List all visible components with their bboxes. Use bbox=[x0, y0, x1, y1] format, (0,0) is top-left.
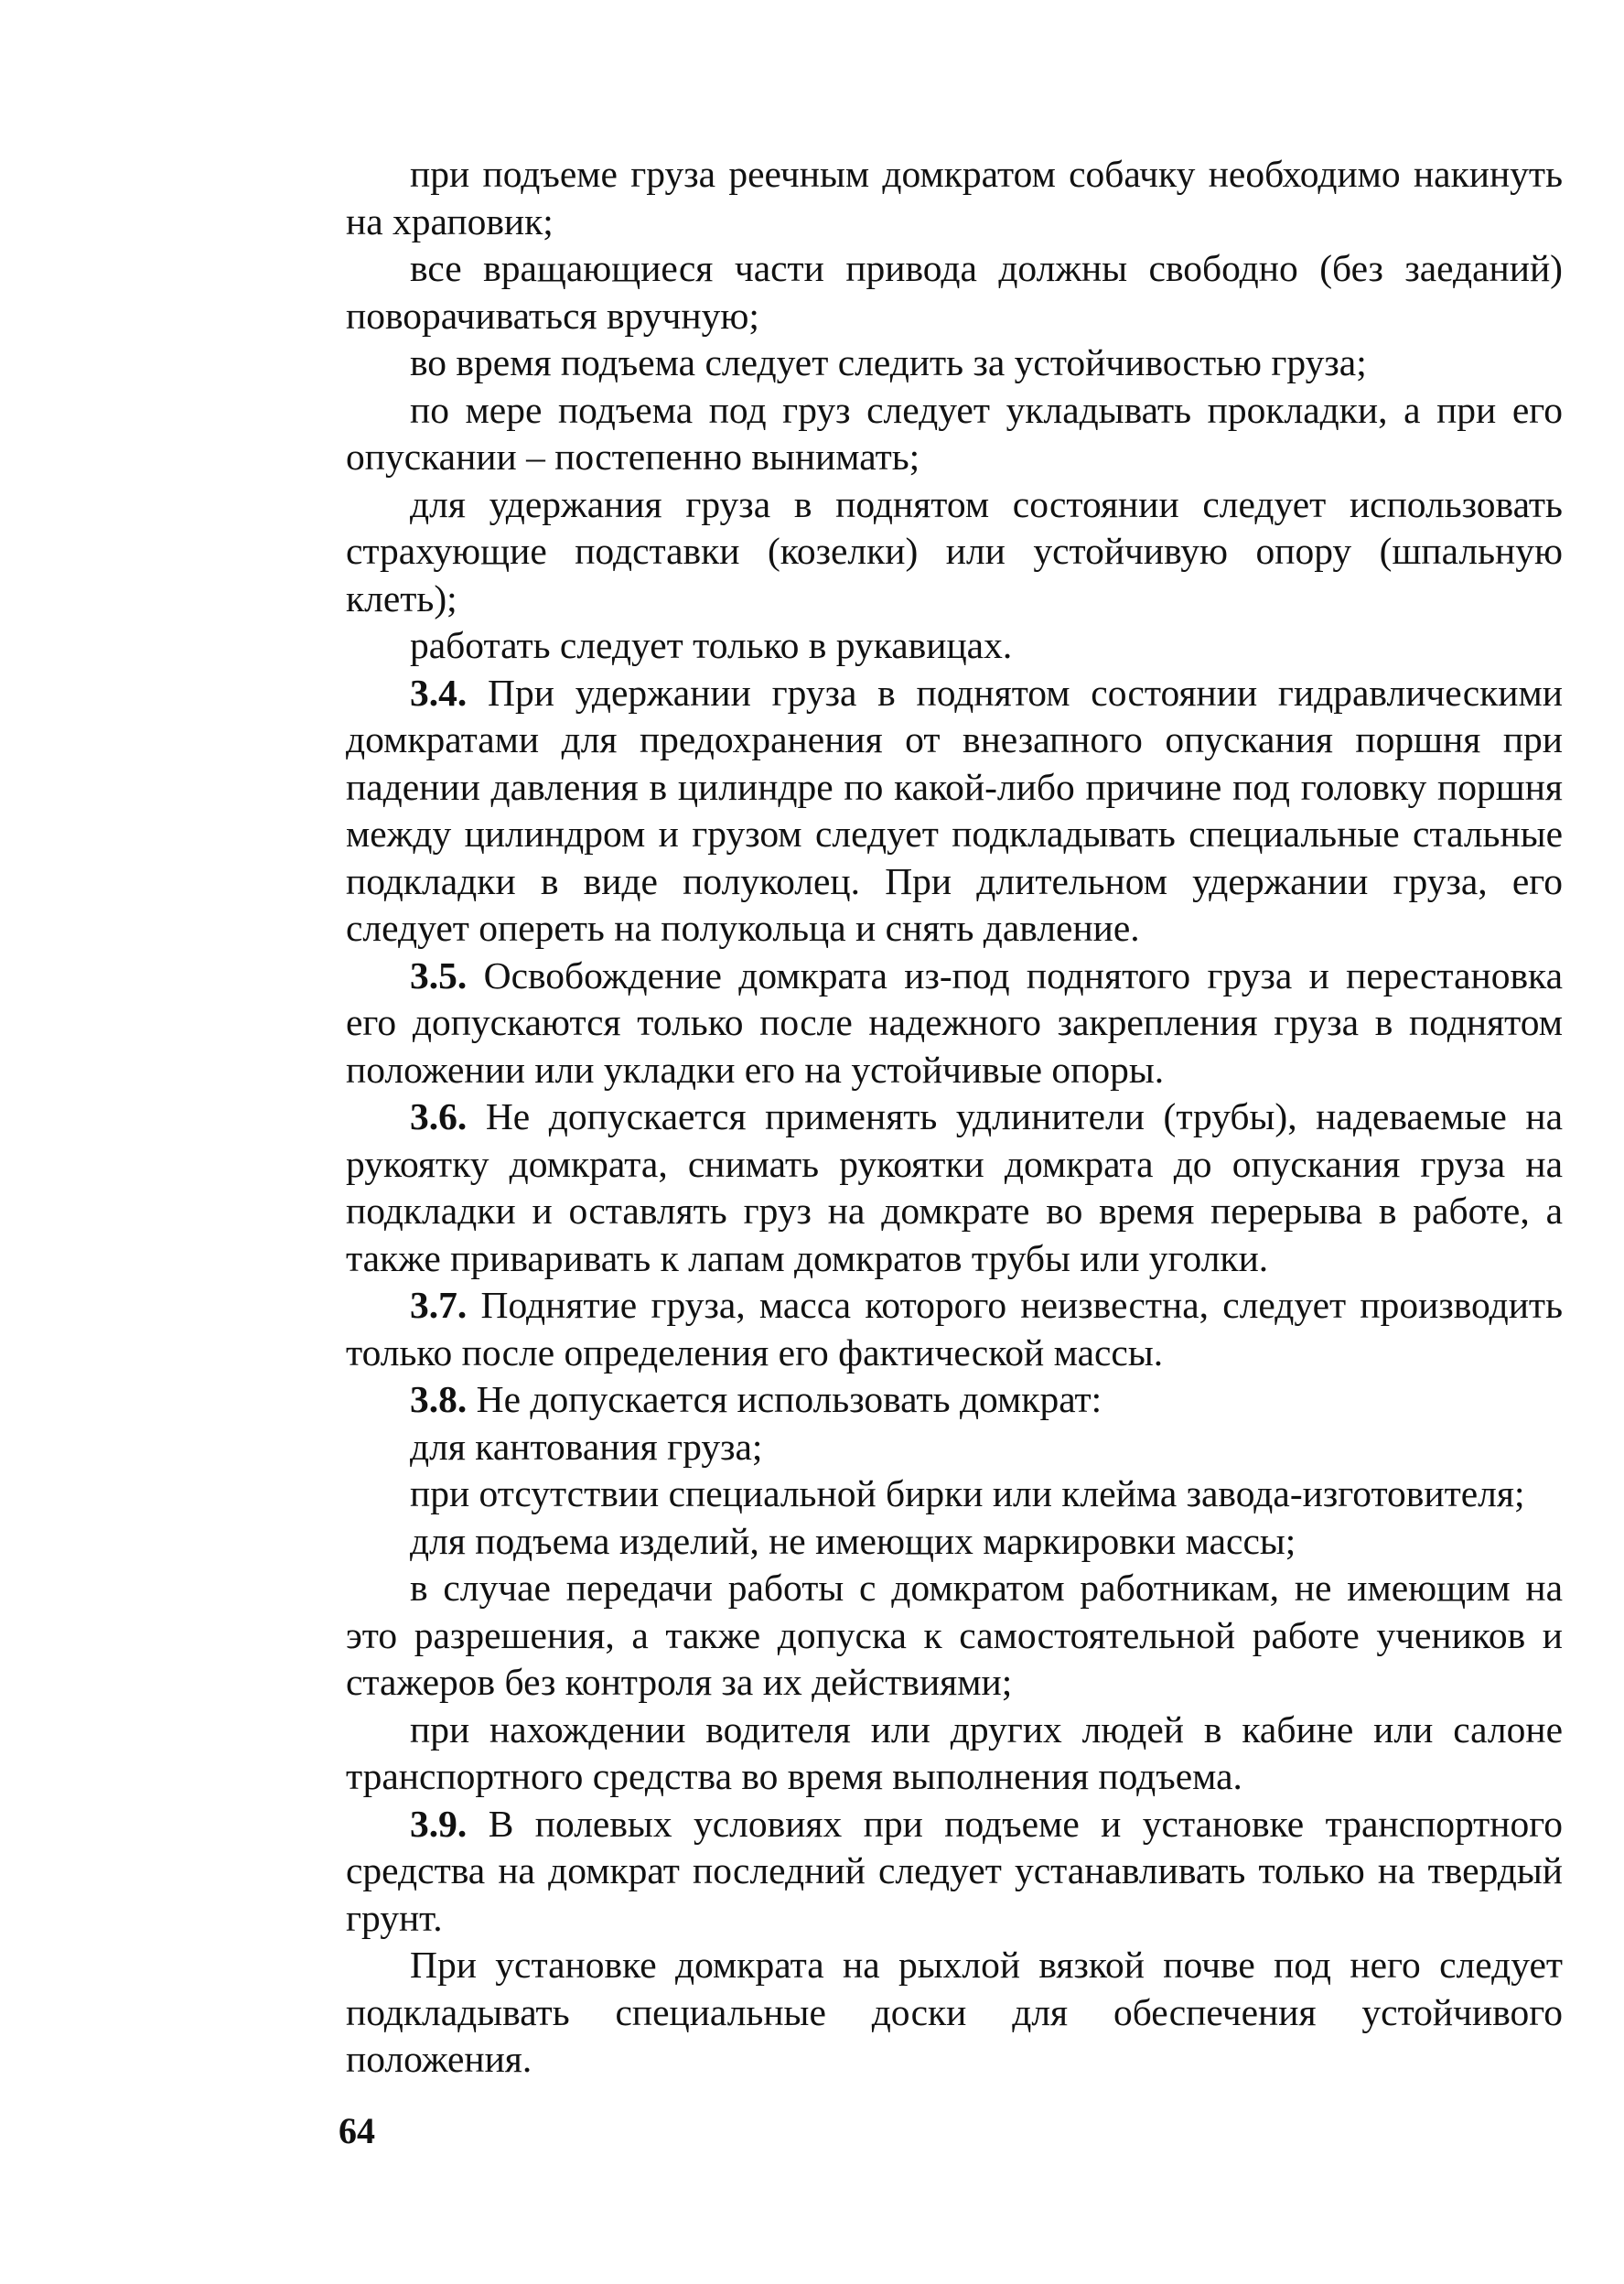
clause-number: 3.5. bbox=[410, 953, 468, 997]
body-text bbox=[346, 151, 1563, 2084]
paragraph-text: в случае передачи работы с домкратом работникам, не имеющим на это разрешения, а также допуска к самостоятельной работе учеников и стажеров без контроля за их действиями; bbox=[346, 1567, 1563, 1703]
paragraph bbox=[346, 245, 1563, 339]
paragraph bbox=[346, 1376, 1563, 1424]
clause-number: 3.6. bbox=[410, 1095, 468, 1137]
paragraph-text: при отсутствии специальной бирки или клейма завода-изготовителя; bbox=[410, 1472, 1525, 1514]
paragraph-text: В полевых условиях при подъеме и установке транспортного средства на домкрат последний следует устанавливать только на твердый грунт. bbox=[346, 1802, 1564, 1939]
paragraph-text: для подъема изделий, не имеющих маркировки массы; bbox=[410, 1519, 1296, 1562]
paragraph bbox=[346, 1565, 1563, 1707]
paragraph-text: при подъеме груза реечным домкратом собачку необходимо накинуть на храповик; bbox=[346, 153, 1563, 242]
paragraph-text: Не допускается применять удлинители (трубы), надеваемые на рукоятку домкрата, снимать рукоятки домкрата до опускания груза на подкладки и оставлять груз на домкрате во время перерыва в работе, а также приваривать к лапам домкратов трубы или уголки. bbox=[346, 1095, 1564, 1279]
paragraph bbox=[346, 1801, 1563, 1943]
paragraph bbox=[346, 1424, 1563, 1471]
paragraph bbox=[346, 1707, 1563, 1801]
clause-number: 3.7. bbox=[410, 1284, 468, 1326]
paragraph bbox=[346, 339, 1563, 387]
paragraph bbox=[346, 481, 1563, 623]
paragraph-text: При установке домкрата на рыхлой вязкой почве под него следует подкладывать специальные доски для обеспечения устойчивого положения. bbox=[346, 1944, 1563, 2080]
paragraph bbox=[346, 1518, 1563, 1566]
paragraph bbox=[346, 1282, 1563, 1376]
page-number: 64 bbox=[339, 2110, 375, 2151]
paragraph-text: при нахождении водителя или других людей в кабине или салоне транспортного средства во время выполнения подъема. bbox=[346, 1708, 1563, 1797]
paragraph-text: Поднятие груза, масса которого неизвестна, следует производить только после определения его фактической массы. bbox=[346, 1284, 1563, 1374]
paragraph bbox=[346, 151, 1563, 245]
paragraph-text: Не допускается использовать домкрат: bbox=[476, 1378, 1102, 1420]
paragraph bbox=[346, 1942, 1563, 2084]
paragraph bbox=[346, 622, 1563, 670]
clause-number: 3.4. bbox=[410, 671, 468, 714]
paragraph-text: по мере подъема под груз следует укладывать прокладки, а при его опускании – постепенно вынимать; bbox=[346, 388, 1563, 478]
paragraph bbox=[346, 387, 1563, 481]
clause-number: 3.9. bbox=[410, 1802, 468, 1845]
paragraph-text: все вращающиеся части привода должны свободно (без заеданий) поворачиваться вручную; bbox=[346, 247, 1563, 337]
paragraph-text: во время подъема следует следить за устойчивостью груза; bbox=[410, 341, 1367, 383]
paragraph-text: для удержания груза в поднятом состоянии следует использовать страхующие подставки (козелки) или устойчивую опору (шпальную клеть); bbox=[346, 482, 1563, 619]
paragraph bbox=[346, 1094, 1563, 1282]
paragraph-text: При удержании груза в поднятом состоянии гидравлическими домкратами для предохранения от внезапного опускания поршня при падении давления в цилиндре по какой-либо причине под головку поршня между цилиндром и грузом следует подкладывать специальные стальные подкладки в виде полуколец. При длительном удержании груза, его следует опереть на полукольца и снять давление. bbox=[346, 671, 1563, 949]
paragraph-text: для кантования груза; bbox=[410, 1425, 763, 1468]
paragraph-text: Освобождение домкрата из-под поднятого груза и перестановка его допускаются только после надежного закрепления груза в поднятом положении или укладки его на устойчивые опоры. bbox=[346, 953, 1563, 1091]
paragraph bbox=[346, 670, 1563, 953]
paragraph bbox=[346, 953, 1563, 1094]
clause-number: 3.8. bbox=[410, 1378, 468, 1420]
paragraph bbox=[346, 1471, 1563, 1518]
paragraph-text: работать следует только в рукавицах. bbox=[410, 624, 1013, 666]
